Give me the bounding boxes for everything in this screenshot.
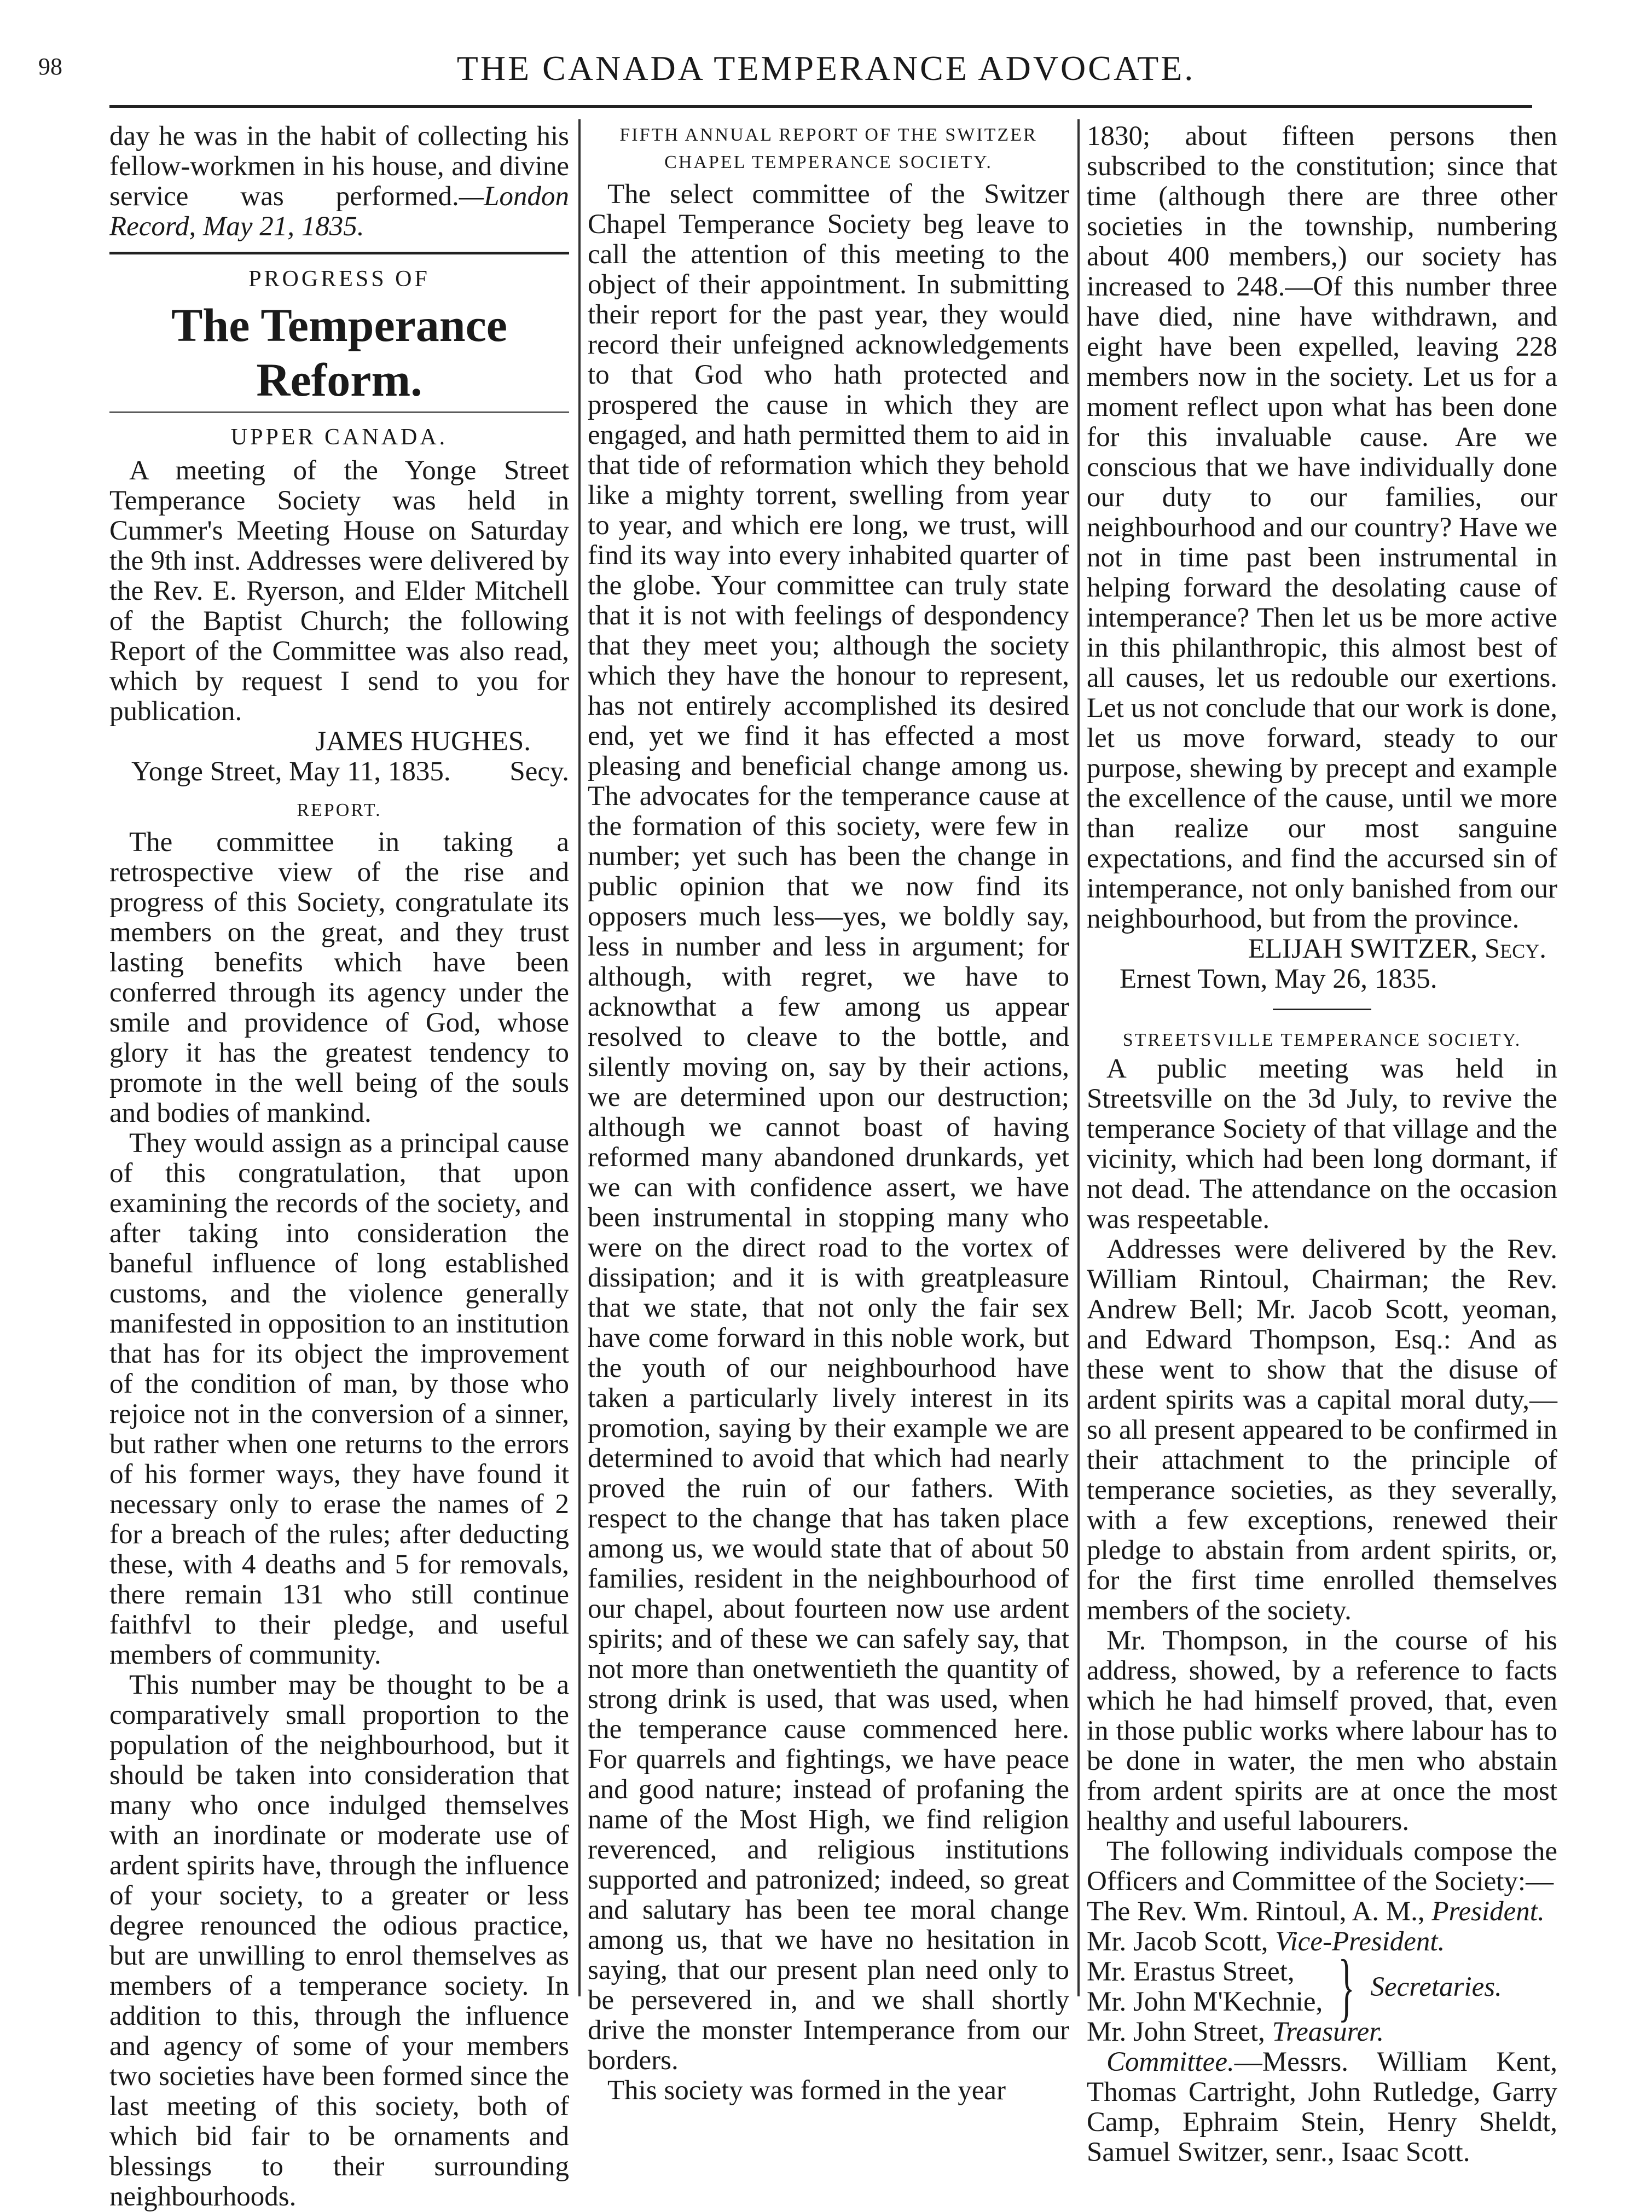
committee-members: —Messrs. William Kent, Thomas Cartright, John Rutledge, Garry Camp, Ephraim Stein, Henry Sheldt, Samuel Switzer, senr., Isaac Scott. — [1087, 2047, 1557, 2168]
intro-citation: —London Record, May 21, 1835. — [109, 181, 569, 242]
officer-role: Treasurer. — [1272, 2017, 1384, 2047]
committee-paragraph — [1087, 2047, 1557, 2168]
column-3 — [1087, 121, 1557, 2168]
meeting-paragraph: A meeting of the Yonge Street Temperance Society was held in Cummer's Meeting House on Saturday the 9th inst. Addresses were delivered by the Rev. E. Ryerson, and Elder Mitchell of the Baptist Church; the following Report of the Committee was also read, which by request I send to you for publication. — [109, 455, 569, 727]
intro-paragraph — [109, 121, 569, 242]
officer-role: President. — [1431, 1896, 1545, 1927]
officer-secretaries — [1087, 1944, 1557, 2029]
switzer-report-paragraph: The select committee of the Switzer Chapel Temperance Society beg leave to call the attention of this meeting to the object of their appointment. In submitting their report for the past year, they would record their unfeigned acknowledgements to that God who hath protected and prospered the cause in which they are engaged, and hath permitted them to aid in that tide of reformation which they behold like a mighty torrent, swelling from year to year, and which ere long, we trust, will find its way into every inhabited quarter of the globe. Your committee can truly state that it is not with feelings of despondency that they meet you; although the society which they have the honour to represent, has not entirely accomplished its desired end, yet we find it has effected a most pleasing and beneficial change among us. The advocates for the temperance cause at the formation of this society, were few in number; yet such has been the change in public opinion that we now find its opposers much less—yes, we boldly say, less in number and less in argument; for although, with regret, we have to acknowthat a few among us appear resolved to cleave to the bottle, and silently moving on, say by their actions, we are determined upon our destruction; although we cannot boast of having reformed many abandoned drunkards, yet we can with confidence assert, we have been instrumental in stopping many who were on the direct road to the vortex of dissipation; and it is with greatpleasure that we state, that not only the fair sex have come forward in this noble work, but the youth of our neighbourhood have taken a particularly lively interest in its promotion, saying by their example we are determined to avoid that which had nearly proved the ruin of our fathers. With respect to the change that has taken place among us, we would state that of about 50 families, resident in the neighbourhood of our chapel, about fourteen now use ardent spirits; and of these we can safely say, that not more than onetwentieth the quantity of strong drink is used, that was used, when the temperance cause commenced here. For quarrels and fightings, we have peace and good nature; instead of profaning the name of the Most High, we find religion reverenced, and religious institutions supported and patronized; indeed, so great and salutary has been tee moral change among us, that we have no hesitation in saying, that our present plan need only to be persevered in, and we shall shortly drive the monster Intemperance from our borders. — [588, 179, 1069, 2076]
header-rule — [109, 105, 1532, 108]
signature-name: JAMES HUGHES. — [315, 726, 531, 757]
brace-glyph: } — [1338, 1944, 1355, 2029]
switzer-heading-line-2: CHAPEL TEMPERANCE SOCIETY. — [664, 152, 993, 172]
officer-treasurer — [1087, 2017, 1557, 2047]
report-paragraph-3: This number may be thought to be a comparatively small proportion to the population of the neighbourhood, but it should be taken into consideration that many who once indulged themselves with an inordinate or moderate use of ardent spirits have, through the influence of your society, to a greater or less degree renounced the odious practice, but are unwilling to enrol themselves as members of a temperance society. In addition to this, through the influence and agency of some of your members two societies have been formed since the last meeting of this society, both of which bid fair to be ornaments and blessings to their surrounding neighbourhoods. — [109, 1670, 569, 2212]
officer-president — [1087, 1897, 1557, 1927]
column-1 — [109, 121, 569, 2212]
section-title: The Temperance Reform. — [171, 299, 507, 406]
officer-name: Mr. John M'Kechnie, — [1087, 1987, 1323, 2017]
separator-rule — [1273, 1009, 1371, 1010]
switzer-continued-paragraph: 1830; about fifteen persons then subscribed to the constitution; since that time (although there are three other societies in the township, numbering about 400 members,) our society has increased to 248.—Of this number three have died, nine have withdrawn, and eight have been expelled, leaving 228 members now in the society. Let us for a moment reflect upon what has been done for this invaluable cause. Are we conscious that we have individually done our duty to our families, our neighbourhood and our country? Have we not in time past been instrumental in helping forward the desolating cause of intemperance? Then let us be more active in this philanthropic, this almost best of all causes, let us redouble our exertions. Let us not conclude that our work is done, let us move forward, steady to our purpose, shewing by precept and example the excellence of the cause, until we more than realize our most sanguine expectations, and find the accursed sin of intemperance, not only banished from our neighbourhood, but from the province. — [1087, 121, 1557, 934]
section-rule — [109, 252, 569, 254]
intro-text: day he was in the habit of collecting his fellow-workmen in his house, and divine service was performed. — [109, 121, 569, 212]
streetsville-paragraph-1: A public meeting was held in Streetsville on the 3d July, to revive the temperance Society of that village and the vicinity, which had been long dormant, if not dead. The attendance on the occasion was respeetable. — [1087, 1053, 1557, 1235]
report-paragraph-1: The committee in taking a retrospective view of the rise and progress of this Society, congratulate its members on the great, and they trust lasting benefits which have been conferred through its agency under the smile and providence of God, whose glory it has the greatest tendency to promote in the well being of the souls and bodies of mankind. — [109, 827, 569, 1128]
switzer-founding-paragraph: This society was formed in the year — [607, 2075, 1006, 2106]
switzer-signature-place: Ernest Town, May 26, 1835. — [1120, 964, 1437, 994]
signature-place-date: Yonge Street, May 11, 1835. — [131, 756, 451, 787]
switzer-heading-line-1: FIFTH ANNUAL REPORT OF THE SWITZER — [619, 125, 1037, 145]
officer-name: Mr. Erastus Street, — [1087, 1956, 1295, 1987]
title-rule — [109, 412, 569, 413]
officer-name: The Rev. Wm. Rintoul, A. M., — [1087, 1896, 1425, 1927]
officer-name: Mr. Jacob Scott, — [1087, 1926, 1268, 1957]
running-title: THE CANADA TEMPERANCE ADVOCATE. — [456, 49, 1196, 88]
officer-vice-president — [1087, 1927, 1557, 1957]
committee-label: Committee. — [1106, 2047, 1234, 2077]
column-2 — [588, 121, 1069, 2106]
signature-line — [109, 757, 569, 787]
streetsville-paragraph-2: Addresses were delivered by the Rev. William Rintoul, Chairman; the Rev. Andrew Bell; Mr. Jacob Scott, yeoman, and Edward Thompson, Esq.: And as these went to show that the disuse of ardent spirits was a capital moral duty,—so all present appeared to be confirmed in their attachment to the principle of temperance societies, as they severally, with a few exceptions, renewed their pledge to abstain from ardent spirits, or, for the first time enrolled themselves members of the society. — [1087, 1234, 1557, 1626]
page-number: 98 — [38, 53, 62, 80]
region-heading: UPPER CANADA. — [230, 425, 448, 450]
streetsville-heading: STREETSVILLE TEMPERANCE SOCIETY. — [1122, 1030, 1522, 1050]
report-heading: REPORT. — [297, 800, 382, 820]
streetsville-paragraph-4: The following individuals compose the Officers and Committee of the Society:— — [1087, 1836, 1557, 1897]
officer-role: Vice-President. — [1275, 1926, 1445, 1957]
signature-role: Secy. — [509, 756, 569, 787]
switzer-signature-name: ELIJAH SWITZER, Secy. — [1248, 934, 1546, 964]
column-divider-1 — [578, 119, 581, 1996]
column-divider-2 — [1077, 119, 1080, 1996]
section-pre-title: PROGRESS OF — [248, 267, 430, 292]
report-paragraph-2: They would assign as a principal cause of this congratulation, that upon examining the records of the society, and after taking into consideration the baneful influence of long established customs, and the violence generally manifested in opposition to an institution that has for its object the improvement of the condition of man, by those who rejoice not in the conversion of a sinner, but rather when one returns to the errors of his former ways, they have found it necessary only to erase the names of 2 for a breach of the rules; after deducting these, with 4 deaths and 5 for removals, there remain 131 who still continue faithfvl to their pledge, and useful members of community. — [109, 1128, 569, 1670]
officer-name: Mr. John Street, — [1087, 2017, 1265, 2047]
streetsville-paragraph-3: Mr. Thompson, in the course of his address, showed, by a reference to facts which he had himself proved, that, even in those public works where labour has to be done in water, the men who abstain from ardent spirits are at once the most healthy and useful labourers. — [1087, 1625, 1557, 1837]
officer-role: Secretaries. — [1370, 1971, 1502, 2002]
secretary-names — [1087, 1957, 1323, 2017]
